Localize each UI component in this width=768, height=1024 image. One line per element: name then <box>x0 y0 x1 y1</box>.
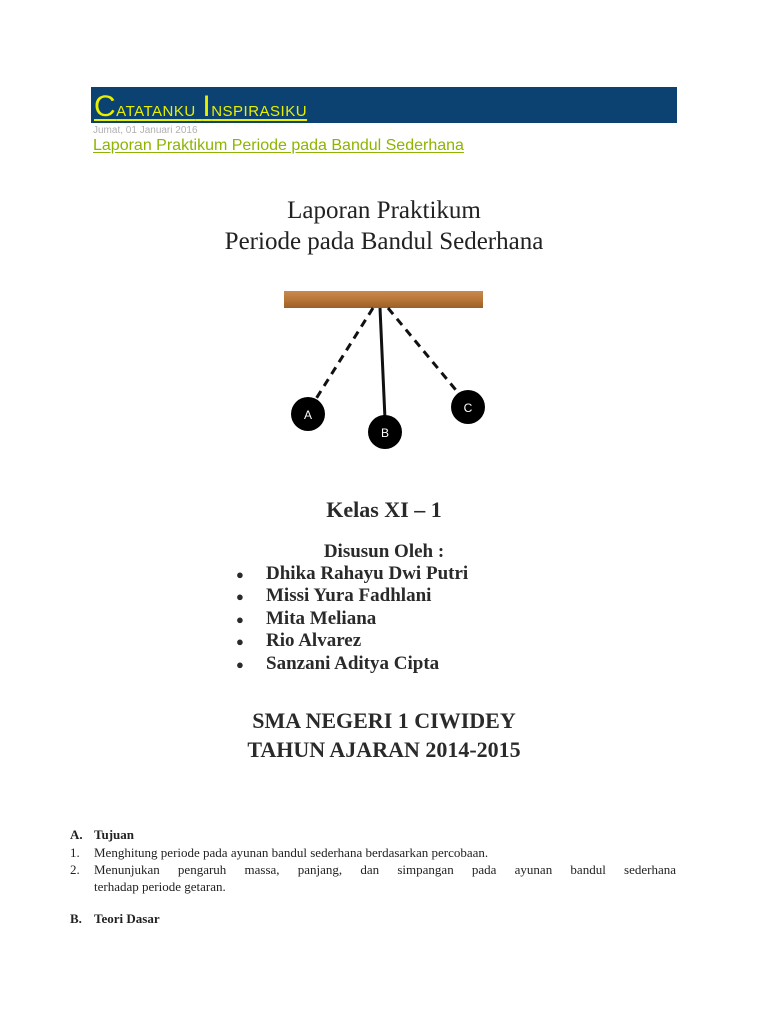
bullet-icon: ● <box>236 567 244 582</box>
author-name: Sanzani Aditya Cipta <box>266 652 440 674</box>
pendulum-label-c: C <box>463 401 473 415</box>
pendulum-support-beam <box>284 291 483 308</box>
school-name: SMA NEGERI 1 CIWIDEY <box>252 708 516 733</box>
author-item <box>236 653 468 675</box>
blog-title-link[interactable] <box>94 90 307 124</box>
bullet-icon: ● <box>236 611 244 627</box>
bullet-icon: ● <box>236 634 244 650</box>
pendulum-figure <box>280 286 490 451</box>
pendulum-label-b: B <box>380 426 390 440</box>
pendulum-label-a: A <box>303 408 313 422</box>
blog-title-initial-1: C <box>94 90 117 123</box>
list-item <box>70 844 676 861</box>
author-name: Missi Yura Fadhlani <box>266 585 432 607</box>
list-item-number: 2. <box>70 862 80 877</box>
list-item-text-line-1: Menunjukan pengaruh massa, panjang, dan simpangan pada ayunan bandul sederhana <box>94 862 676 877</box>
author-item <box>236 563 468 585</box>
academic-year: TAHUN AJARAN 2014-2015 <box>247 737 521 762</box>
section-a-heading <box>70 827 134 843</box>
authors-heading: Disusun Oleh : <box>323 541 445 562</box>
author-item <box>236 608 468 630</box>
class-label: Kelas XI – 1 <box>326 497 442 522</box>
post-title-link[interactable]: Laporan Praktikum Periode pada Bandul Sederhana <box>93 137 464 154</box>
blog-title-initial-2: I <box>202 90 212 123</box>
pendulum-string-b <box>380 308 385 419</box>
blog-title-word-2: nspirasiku <box>211 96 308 121</box>
post-date: Jumat, 01 Januari 2016 <box>93 125 198 136</box>
section-b-title: Teori Dasar <box>94 911 160 926</box>
author-item <box>236 585 468 607</box>
bullet-icon: ● <box>236 656 244 672</box>
section-a-title: Tujuan <box>94 827 134 842</box>
author-name: Rio Alvarez <box>266 630 362 652</box>
section-a-mark: A. <box>70 827 83 842</box>
author-name: Mita Meliana <box>266 607 377 629</box>
objectives-list <box>70 844 676 895</box>
list-item <box>70 861 676 895</box>
list-item-text-line-2: terhadap periode getaran. <box>94 879 226 894</box>
blog-banner <box>91 87 677 123</box>
blog-title-word-1: atatanku <box>116 96 196 121</box>
report-title-line-2: Periode pada Bandul Sederhana <box>224 228 544 255</box>
list-item-number: 1. <box>70 845 80 860</box>
authors-list <box>236 563 468 675</box>
author-item <box>236 630 468 652</box>
section-b-mark: B. <box>70 911 82 926</box>
list-item-text: Menghitung periode pada ayunan bandul sederhana berdasarkan percobaan. <box>94 845 489 860</box>
section-b-heading <box>70 911 160 927</box>
bullet-icon: ● <box>236 589 244 605</box>
pendulum-string-c <box>388 308 460 395</box>
author-name: Dhika Rahayu Dwi Putri <box>266 563 469 584</box>
report-title-line-1: Laporan Praktikum <box>287 197 481 224</box>
pendulum-string-a <box>314 308 373 402</box>
